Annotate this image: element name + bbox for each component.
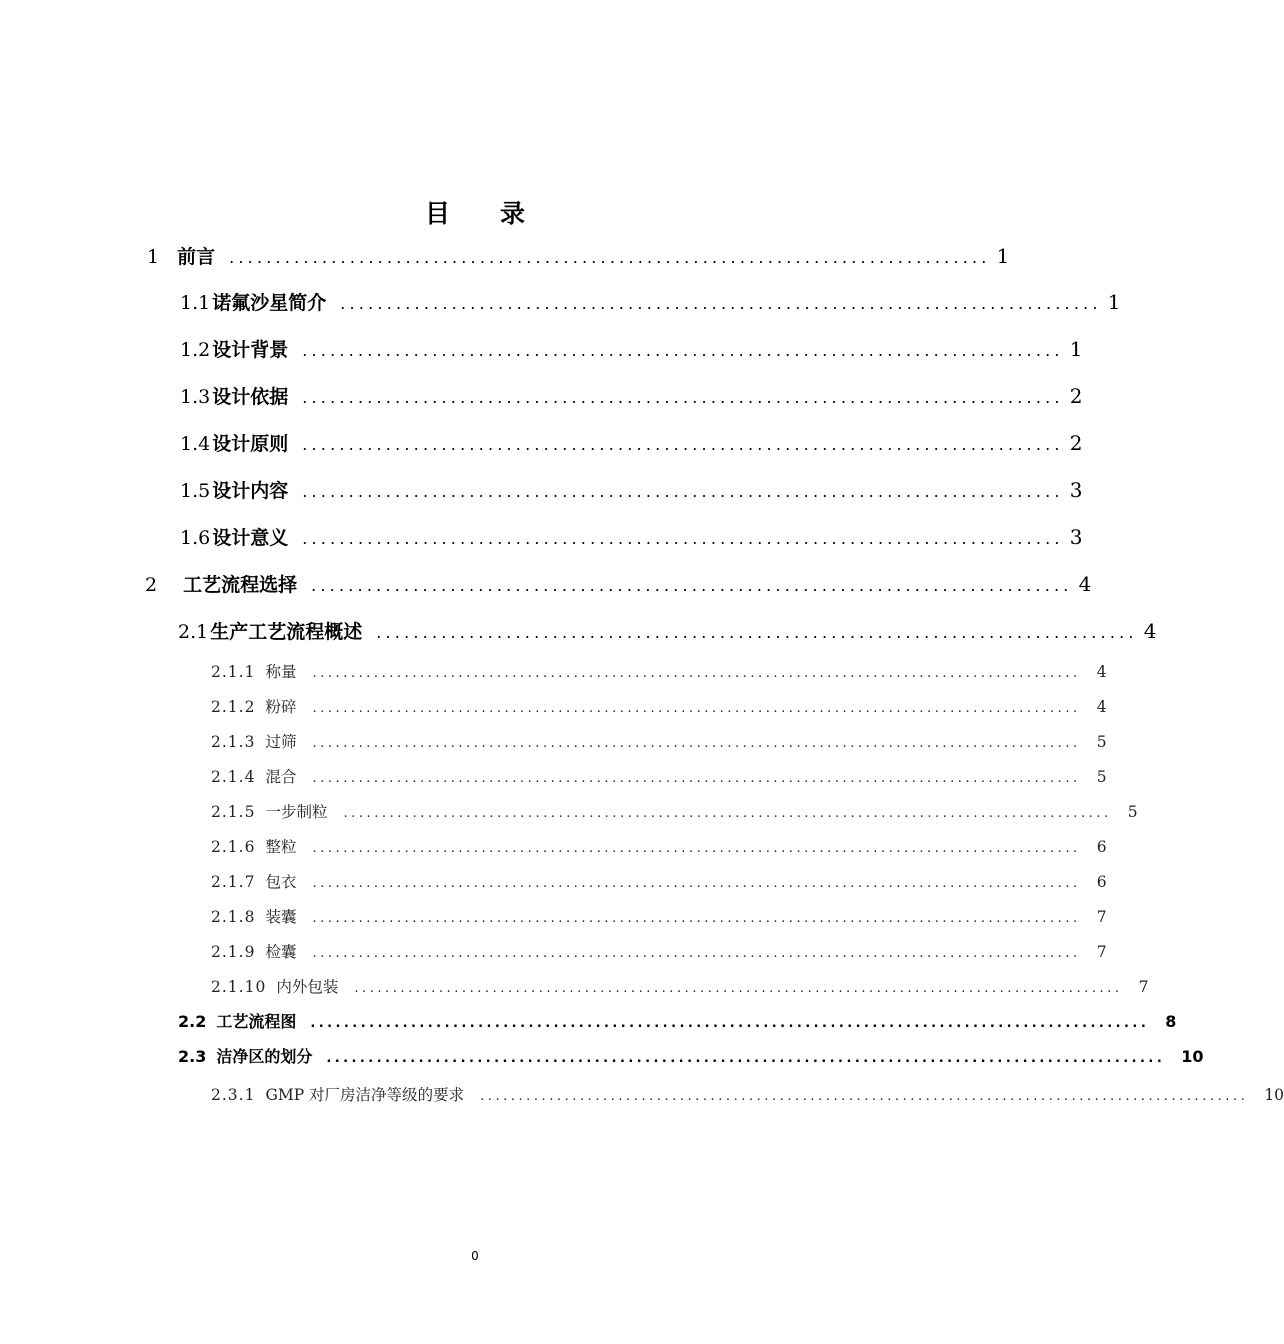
- toc-entry-page: 4: [1096, 663, 1107, 681]
- toc-entry-page: 4: [1143, 619, 1157, 643]
- dot-leader: ..................................................................................: [302, 482, 1064, 501]
- toc-entry-page: 10: [1181, 1047, 1204, 1066]
- toc-entry-number: 1: [147, 246, 160, 268]
- toc-entry-label: 一步制粒: [265, 803, 328, 821]
- toc-entry-label: 粉碎: [265, 698, 297, 716]
- toc-entry-page: 7: [1138, 978, 1149, 996]
- toc-entry-2-1[interactable]: [178, 619, 1157, 645]
- toc-entry-page: 5: [1096, 768, 1107, 786]
- toc-entry-number: 2.1.6: [211, 838, 256, 856]
- toc-entry-label: 设计背景: [212, 339, 289, 361]
- toc-entry-label: 装囊: [265, 908, 297, 926]
- dot-leader: ....................................................................................................: [312, 736, 1081, 751]
- dot-leader: ..................................................................................: [302, 341, 1064, 360]
- toc-entry-number: 2.1.5: [211, 803, 256, 821]
- page-number: 0: [471, 1249, 479, 1263]
- toc-entry-label: 内外包装: [276, 978, 339, 996]
- toc-entry-label: 设计内容: [212, 480, 289, 502]
- toc-entry-number: 2.1.3: [211, 733, 256, 751]
- dot-leader: ....................................................................................................: [312, 771, 1081, 786]
- toc-entry-label: 洁净区的划分: [216, 1047, 313, 1066]
- toc-entry-page: 3: [1069, 478, 1083, 502]
- toc-entry-page: 7: [1096, 943, 1107, 961]
- dot-leader: ..................................................................................: [311, 576, 1073, 595]
- dot-leader: ..................................................................................: [302, 529, 1064, 548]
- toc-entry-number: 1.1: [180, 292, 211, 314]
- toc-entry-number: 1.6: [180, 527, 211, 549]
- dot-leader: ....................................................................................................: [343, 806, 1112, 821]
- toc-entry-2-1-4[interactable]: [211, 766, 1107, 790]
- toc-entry-1-2[interactable]: [180, 337, 1083, 363]
- dot-leader: ....................................................................................................: [312, 701, 1081, 716]
- toc-entry-2-2[interactable]: [178, 1011, 1177, 1035]
- toc-entry-number: 2.2: [178, 1012, 207, 1031]
- toc-entry-label: 检囊: [265, 943, 297, 961]
- toc-entry-page: 1: [1069, 337, 1083, 361]
- toc-entry-1-6[interactable]: [180, 525, 1083, 551]
- toc-entry-page: 4: [1096, 698, 1107, 716]
- toc-entry-number: 1.4: [180, 433, 211, 455]
- dot-leader: ..................................................................................: [376, 623, 1138, 642]
- toc-entry-label: 设计原则: [212, 433, 289, 455]
- toc-entry-label: 设计意义: [212, 527, 289, 549]
- toc-entry-page: 7: [1096, 908, 1107, 926]
- toc-entry-number: 1.5: [180, 480, 211, 502]
- toc-entry-2-1-9[interactable]: [211, 941, 1107, 965]
- toc-entry-number: 1.3: [180, 386, 211, 408]
- toc-entry-2-1-8[interactable]: [211, 906, 1107, 930]
- toc-entry-label: 工艺流程图: [216, 1012, 297, 1031]
- dot-leader: ....................................................................................................: [354, 981, 1123, 996]
- toc-entry-2-3[interactable]: [178, 1046, 1204, 1070]
- toc-entry-1-5[interactable]: [180, 478, 1083, 504]
- toc-entry-label: 整粒: [265, 838, 297, 856]
- toc-entry-number: 2.1: [178, 621, 209, 643]
- toc-entry-2-1-10[interactable]: [211, 976, 1149, 1000]
- toc-entry-page: 2: [1069, 431, 1083, 455]
- toc-entry-page: 10: [1264, 1086, 1284, 1104]
- toc-entry-label: 过筛: [265, 733, 297, 751]
- dot-leader: ....................................................................................................: [326, 1051, 1166, 1066]
- dot-leader: ..................................................................................: [302, 388, 1064, 407]
- toc-entry-page: 5: [1096, 733, 1107, 751]
- dot-leader: ....................................................................................................: [312, 666, 1081, 681]
- dot-leader: ....................................................................................................: [312, 876, 1081, 891]
- toc-entry-number: 2.1.2: [211, 698, 256, 716]
- dot-leader: ..................................................................................: [229, 248, 991, 267]
- toc-entry-label: 设计依据: [212, 386, 289, 408]
- toc-entry-2-1-3[interactable]: [211, 731, 1107, 755]
- toc-entry-2[interactable]: [145, 572, 1092, 598]
- toc-entry-number: 2.1.4: [211, 768, 256, 786]
- toc-entry-page: 6: [1096, 873, 1107, 891]
- toc-entry-label: GMP 对厂房洁净等级的要求: [265, 1086, 465, 1104]
- toc-entry-number: 1.2: [180, 339, 211, 361]
- toc-entry-2-1-1[interactable]: [211, 661, 1107, 685]
- toc-entry-1-4[interactable]: [180, 431, 1083, 457]
- toc-title: 目录: [424, 199, 575, 228]
- toc-entry-number: 2.3: [178, 1047, 207, 1066]
- dot-leader: ....................................................................................................: [480, 1089, 1249, 1104]
- toc-entry-page: 1: [996, 244, 1010, 268]
- toc-entry-2-1-2[interactable]: [211, 696, 1107, 720]
- toc-entry-page: 5: [1127, 803, 1138, 821]
- toc-entry-page: 2: [1069, 384, 1083, 408]
- toc-entry-2-1-5[interactable]: [211, 801, 1138, 825]
- toc-entry-label: 前言: [177, 246, 216, 268]
- toc-entry-1-3[interactable]: [180, 384, 1083, 410]
- toc-entry-number: 2.1.8: [211, 908, 256, 926]
- toc-entry-label: 生产工艺流程概述: [210, 621, 363, 643]
- toc-entry-number: 2.1.10: [211, 978, 267, 996]
- dot-leader: ....................................................................................................: [312, 911, 1081, 926]
- toc-entry-page: 8: [1165, 1012, 1177, 1031]
- toc-entry-label: 称量: [265, 663, 297, 681]
- toc-entry-label: 诺氟沙星简介: [212, 292, 327, 314]
- toc-entry-page: 1: [1107, 290, 1121, 314]
- toc-entry-page: 6: [1096, 838, 1107, 856]
- toc-entry-2-3-1[interactable]: [211, 1084, 1284, 1108]
- dot-leader: ....................................................................................................: [310, 1016, 1150, 1031]
- dot-leader: ..................................................................................: [340, 294, 1102, 313]
- toc-entry-number: 2.1.7: [211, 873, 256, 891]
- toc-entry-label: 混合: [265, 768, 297, 786]
- toc-entry-2-1-7[interactable]: [211, 871, 1107, 895]
- dot-leader: ....................................................................................................: [312, 946, 1081, 961]
- toc-entry-2-1-6[interactable]: [211, 836, 1107, 860]
- toc-entry-number: 2.3.1: [211, 1086, 256, 1104]
- toc-entry-page: 4: [1078, 572, 1092, 596]
- toc-entry-page: 3: [1069, 525, 1083, 549]
- toc-entry-number: 2.1.9: [211, 943, 256, 961]
- toc-entry-number: 2.1.1: [211, 663, 256, 681]
- toc-entry-1[interactable]: [147, 244, 1010, 270]
- toc-entry-label: 包衣: [265, 873, 297, 891]
- toc-entry-label: 工艺流程选择: [183, 574, 298, 596]
- dot-leader: ....................................................................................................: [312, 841, 1081, 856]
- toc-entry-number: 2: [145, 574, 158, 596]
- dot-leader: ..................................................................................: [302, 435, 1064, 454]
- toc-entry-1-1[interactable]: [180, 290, 1121, 316]
